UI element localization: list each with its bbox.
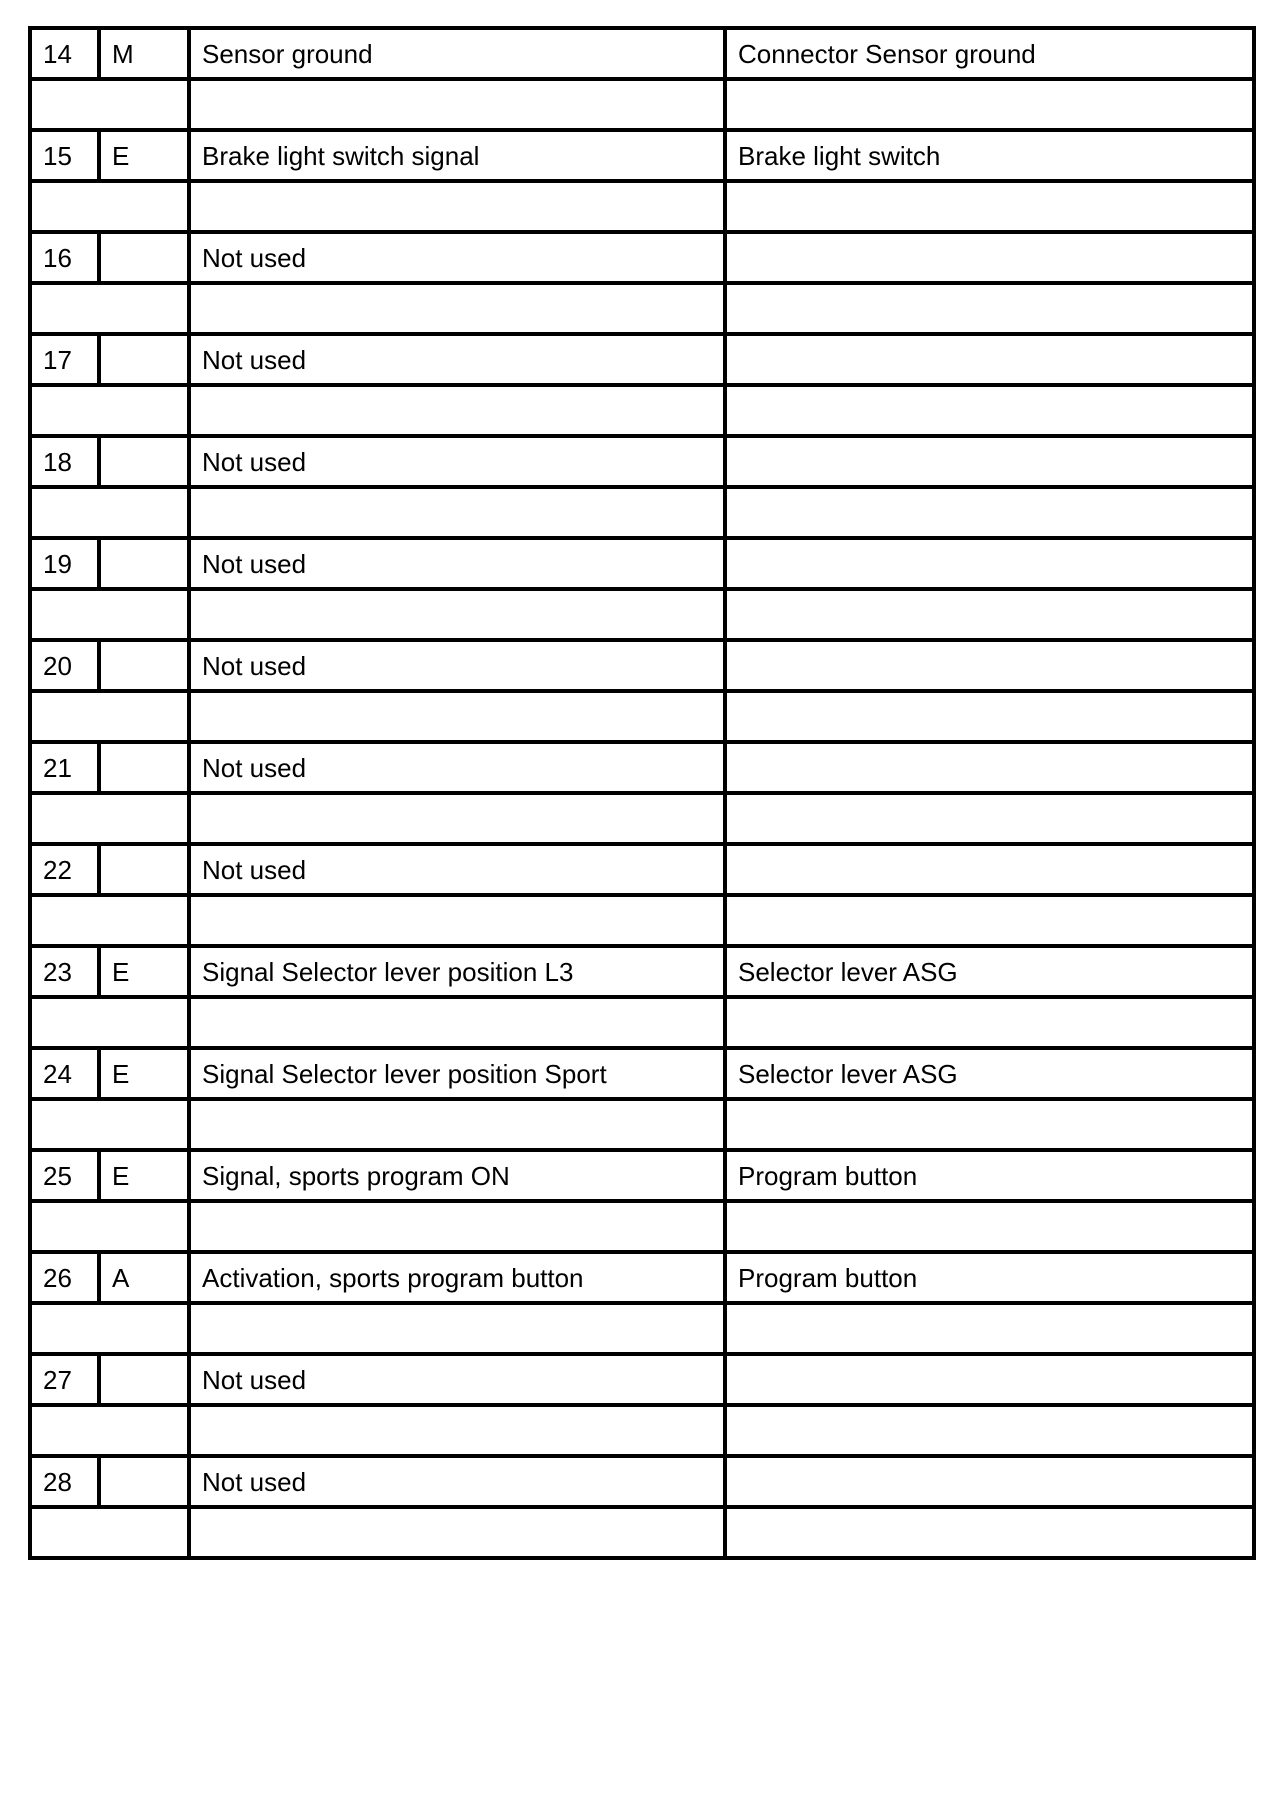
spacer-cell (725, 895, 1254, 946)
description-cell: Not used (189, 1354, 725, 1405)
signal-type-cell (99, 334, 189, 385)
pin-number-cell: 16 (30, 232, 99, 283)
spacer-row (30, 385, 1254, 436)
spacer-cell (30, 793, 189, 844)
description-cell: Signal, sports program ON (189, 1150, 725, 1201)
pin-row (30, 946, 1254, 997)
signal-type-cell (99, 1354, 189, 1405)
signal-type-cell (99, 436, 189, 487)
pin-number-cell: 21 (30, 742, 99, 793)
spacer-cell (189, 283, 725, 334)
spacer-row (30, 793, 1254, 844)
spacer-cell (30, 895, 189, 946)
pin-row (30, 1252, 1254, 1303)
description-cell: Activation, sports program button (189, 1252, 725, 1303)
spacer-cell (189, 1099, 725, 1150)
spacer-cell (189, 997, 725, 1048)
spacer-cell (725, 997, 1254, 1048)
signal-type-cell (99, 1456, 189, 1507)
spacer-row (30, 1201, 1254, 1252)
signal-type-cell (99, 844, 189, 895)
spacer-cell (189, 793, 725, 844)
spacer-cell (725, 1405, 1254, 1456)
description-cell: Not used (189, 844, 725, 895)
component-cell (725, 436, 1254, 487)
spacer-cell (30, 1201, 189, 1252)
spacer-cell (189, 385, 725, 436)
spacer-row (30, 997, 1254, 1048)
description-cell: Not used (189, 538, 725, 589)
spacer-cell (189, 1507, 725, 1558)
pin-row (30, 130, 1254, 181)
component-cell: Connector Sensor ground (725, 28, 1254, 79)
pin-row (30, 28, 1254, 79)
spacer-cell (189, 1303, 725, 1354)
pin-table-body (30, 28, 1254, 1558)
description-cell: Not used (189, 436, 725, 487)
signal-type-cell: E (99, 1048, 189, 1099)
spacer-cell (189, 181, 725, 232)
pin-row (30, 436, 1254, 487)
description-cell: Not used (189, 232, 725, 283)
spacer-cell (725, 79, 1254, 130)
pin-number-cell: 18 (30, 436, 99, 487)
spacer-cell (725, 589, 1254, 640)
pin-number-cell: 25 (30, 1150, 99, 1201)
component-cell (725, 334, 1254, 385)
component-cell (725, 844, 1254, 895)
spacer-cell (30, 1405, 189, 1456)
signal-type-cell: M (99, 28, 189, 79)
spacer-cell (30, 487, 189, 538)
pin-row (30, 1354, 1254, 1405)
spacer-cell (30, 1507, 189, 1558)
spacer-row (30, 181, 1254, 232)
pin-number-cell: 23 (30, 946, 99, 997)
description-cell: Sensor ground (189, 28, 725, 79)
spacer-row (30, 1099, 1254, 1150)
spacer-cell (189, 79, 725, 130)
spacer-cell (725, 181, 1254, 232)
pin-number-cell: 22 (30, 844, 99, 895)
description-cell: Not used (189, 334, 725, 385)
spacer-cell (30, 1099, 189, 1150)
spacer-cell (30, 1303, 189, 1354)
spacer-row (30, 691, 1254, 742)
pin-number-cell: 14 (30, 28, 99, 79)
spacer-row (30, 1507, 1254, 1558)
signal-type-cell: E (99, 130, 189, 181)
component-cell (725, 538, 1254, 589)
pin-number-cell: 28 (30, 1456, 99, 1507)
spacer-cell (30, 691, 189, 742)
component-cell (725, 232, 1254, 283)
spacer-cell (30, 283, 189, 334)
spacer-cell (189, 895, 725, 946)
spacer-cell (725, 487, 1254, 538)
spacer-cell (189, 487, 725, 538)
spacer-row (30, 1303, 1254, 1354)
signal-type-cell (99, 232, 189, 283)
spacer-row (30, 589, 1254, 640)
spacer-row (30, 1405, 1254, 1456)
spacer-cell (30, 79, 189, 130)
component-cell (725, 640, 1254, 691)
spacer-cell (725, 691, 1254, 742)
pin-row (30, 1456, 1254, 1507)
spacer-cell (189, 589, 725, 640)
pin-row (30, 1048, 1254, 1099)
component-cell: Selector lever ASG (725, 1048, 1254, 1099)
spacer-cell (30, 181, 189, 232)
spacer-cell (30, 997, 189, 1048)
spacer-cell (725, 1303, 1254, 1354)
pin-number-cell: 24 (30, 1048, 99, 1099)
pin-row (30, 232, 1254, 283)
pin-number-cell: 27 (30, 1354, 99, 1405)
signal-type-cell: A (99, 1252, 189, 1303)
description-cell: Signal Selector lever position Sport (189, 1048, 725, 1099)
spacer-row (30, 79, 1254, 130)
spacer-row (30, 487, 1254, 538)
signal-type-cell: E (99, 946, 189, 997)
pin-number-cell: 15 (30, 130, 99, 181)
component-cell (725, 1354, 1254, 1405)
pin-number-cell: 20 (30, 640, 99, 691)
spacer-cell (725, 1507, 1254, 1558)
pin-row (30, 334, 1254, 385)
description-cell: Brake light switch signal (189, 130, 725, 181)
spacer-cell (189, 691, 725, 742)
spacer-cell (189, 1405, 725, 1456)
spacer-cell (725, 793, 1254, 844)
description-cell: Signal Selector lever position L3 (189, 946, 725, 997)
signal-type-cell (99, 640, 189, 691)
signal-type-cell: E (99, 1150, 189, 1201)
pin-number-cell: 26 (30, 1252, 99, 1303)
signal-type-cell (99, 742, 189, 793)
component-cell: Program button (725, 1150, 1254, 1201)
component-cell: Program button (725, 1252, 1254, 1303)
description-cell: Not used (189, 1456, 725, 1507)
component-cell: Selector lever ASG (725, 946, 1254, 997)
spacer-cell (725, 1099, 1254, 1150)
pin-row (30, 844, 1254, 895)
spacer-row (30, 895, 1254, 946)
pin-number-cell: 19 (30, 538, 99, 589)
spacer-cell (30, 589, 189, 640)
component-cell (725, 742, 1254, 793)
spacer-row (30, 283, 1254, 334)
description-cell: Not used (189, 742, 725, 793)
spacer-cell (30, 385, 189, 436)
pin-row (30, 538, 1254, 589)
pin-row (30, 742, 1254, 793)
pin-row (30, 640, 1254, 691)
spacer-cell (725, 1201, 1254, 1252)
component-cell: Brake light switch (725, 130, 1254, 181)
spacer-cell (725, 283, 1254, 334)
description-cell: Not used (189, 640, 725, 691)
pin-row (30, 1150, 1254, 1201)
pin-number-cell: 17 (30, 334, 99, 385)
component-cell (725, 1456, 1254, 1507)
spacer-cell (725, 385, 1254, 436)
signal-type-cell (99, 538, 189, 589)
pin-assignment-table (28, 26, 1256, 1560)
spacer-cell (189, 1201, 725, 1252)
